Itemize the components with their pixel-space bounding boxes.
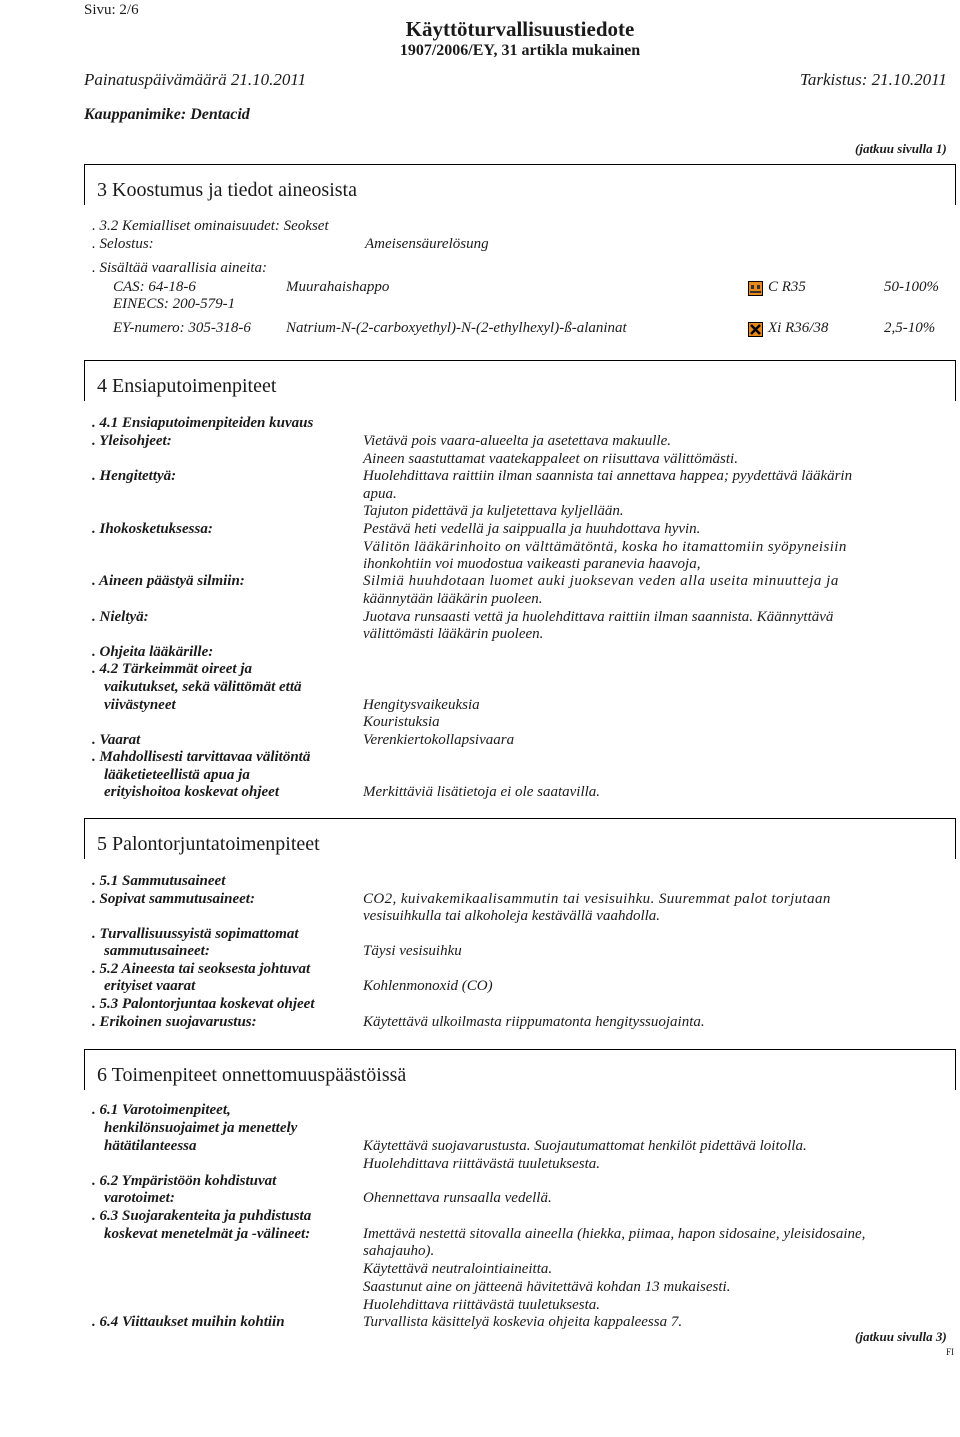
s4-skin-line-1: Pestävä heti vedellä ja saippualla ja huuhdottava hyvin.: [363, 521, 701, 537]
section-6-title: 6 Toimenpiteet onnettomuuspäästöissä: [97, 1064, 407, 1086]
ingredient-1-id2: EINECS: 200-579-1: [113, 296, 236, 312]
document-title: Käyttöturvallisuustiedote: [405, 17, 635, 41]
s52-label-1: . 5.2 Aineesta tai seoksesta johtuvat: [92, 961, 311, 977]
s5-unsuitable-label-2: sammutusaineet:: [104, 943, 210, 959]
s5-subsection: . 5.1 Sammutusaineet: [92, 873, 226, 889]
s5-suitable-label: . Sopivat sammutusaineet:: [92, 891, 255, 907]
s42-label-line-3: viivästyneet: [104, 697, 176, 713]
s62-value: Ohennettava runsaalla vedellä.: [363, 1190, 552, 1206]
s61-label-1: . 6.1 Varotoimenpiteet,: [92, 1102, 231, 1118]
s4-skin-line-2: Välitön lääkärinhoito on välttämätöntä, koska ho itamattomiin syöpyneisiin: [363, 539, 847, 555]
s64-value: Turvallista käsittelyä koskevia ohjeita kappaleessa 7.: [363, 1314, 683, 1330]
corrosive-hazard-icon: [748, 281, 763, 296]
ingredient-1-id: CAS: 64-18-6: [113, 279, 196, 295]
s4-ingestion-label: . Nieltyä:: [92, 609, 149, 625]
s42-value-2: Kouristuksia: [363, 714, 440, 730]
s5-suitable-line-2: vesisuihkulla tai alkoholeja kestävällä vaahdolla.: [363, 908, 661, 924]
s3-hazardous-label: . Sisältää vaarallisia aineita:: [92, 260, 267, 276]
irritant-hazard-icon: [748, 322, 763, 337]
s3-desc-label: . Selostus:: [92, 236, 154, 252]
s5-unsuitable-value: Täysi vesisuihku: [363, 943, 462, 959]
s4-inhalation-line-2: apua.: [363, 486, 397, 502]
ingredient-1-name: Muurahaishappo: [286, 279, 390, 295]
document-subtitle: 1907/2006/EY, 31 artikla mukainen: [399, 42, 641, 59]
s42-label-line-1: . 4.2 Tärkeimmät oireet ja: [92, 661, 252, 677]
s4-subsection: . 4.1 Ensiaputoimenpiteiden kuvaus: [92, 415, 314, 431]
s5-unsuitable-label-1: . Turvallisuussyistä sopimattomat: [92, 926, 299, 942]
s3-desc-value: Ameisensäurelösung: [365, 236, 489, 252]
s4-ingestion-line-2: välittömästi lääkärin puoleen.: [363, 626, 544, 642]
s64-label: . 6.4 Viittaukset muihin kohtiin: [92, 1314, 285, 1330]
s4-general-line-2: Aineen saastuttamat vaatekappaleet on riisuttava välittömästi.: [363, 451, 738, 467]
ingredient-2-conc: 2,5-10%: [884, 320, 936, 336]
print-date: Painatuspäivämäärä 21.10.2011: [84, 70, 307, 89]
s63-line-5: Huolehdittava riittävästä tuuletuksesta.: [363, 1297, 601, 1313]
s4-hazards-label: . Vaarat: [92, 732, 141, 748]
ingredient-2-class: Xi R36/38: [768, 320, 829, 336]
ingredient-2-name: Natrium-N-(2-carboxyethyl)-N-(2-ethylhexyl)-ß-alaninat: [286, 320, 627, 336]
s43-label-line-3: erityishoitoa koskevat ohjeet: [104, 784, 279, 800]
section-5-title: 5 Palontorjuntatoimenpiteet: [97, 833, 320, 855]
s4-general-label: . Yleisohjeet:: [92, 433, 172, 449]
s42-label-line-2: vaikutukset, sekä välittömät että: [104, 679, 302, 695]
s62-label-1: . 6.2 Ympäristöön kohdistuvat: [92, 1173, 277, 1189]
s4-inhalation-line-1: Huolehdittava raittiin ilman saannista tai annettava happea; pyydettävä lääkärin: [363, 468, 853, 484]
s63-label-1: . 6.3 Suojarakenteita ja puhdistusta: [92, 1208, 312, 1224]
s4-skin-line-3: ihonkohtiin voi muodostua vaikeasti paranevia haavoja,: [363, 556, 701, 572]
s63-line-4: Saastunut aine on jätteenä hävitettävä kohdan 13 mukaisesti.: [363, 1279, 731, 1295]
continued-from: (jatkuu sivulla 1): [855, 141, 947, 156]
s61-label-3: hätätilanteessa: [104, 1138, 197, 1154]
trade-name: Kauppanimike: Dentacid: [84, 106, 250, 123]
section-4-title: 4 Ensiaputoimenpiteet: [97, 375, 277, 397]
s4-hazards-value: Verenkiertokollapsivaara: [363, 732, 515, 748]
s4-eyes-line-2: käännytään lääkärin puoleen.: [363, 591, 543, 607]
section-3-title: 3 Koostumus ja tiedot aineosista: [97, 179, 357, 201]
s52-value: Kohlenmonoxid (CO): [363, 978, 493, 994]
s4-inhalation-label: . Hengitettyä:: [92, 468, 177, 484]
section-3-header: [84, 164, 956, 205]
s4-physician-label: . Ohjeita lääkärille:: [92, 644, 214, 660]
s3-subsection: . 3.2 Kemialliset ominaisuudet: Seokset: [92, 218, 329, 234]
revision-date: Tarkistus: 21.10.2011: [800, 70, 947, 89]
s4-inhalation-line-3: Tajuton pidettävä ja kuljetettava kyljellään.: [363, 503, 624, 519]
s4-eyes-label: . Aineen päästyä silmiin:: [92, 573, 245, 589]
s63-line-3: Käytettävä neutralointiaineitta.: [363, 1261, 553, 1277]
s42-value-1: Hengitysvaikeuksia: [363, 697, 480, 713]
s5-suitable-line-1: CO2, kuivakemikaalisammutin tai vesisuihku. Suuremmat palot torjutaan: [363, 891, 831, 907]
ingredient-2-id: EY-numero: 305-318-6: [113, 320, 251, 336]
s4-general-line-1: Vietävä pois vaara-alueelta ja asetettava makuulle.: [363, 433, 671, 449]
s61-label-2: henkilönsuojaimet ja menettely: [104, 1120, 298, 1136]
s53-label: . 5.3 Palontorjuntaa koskevat ohjeet: [92, 996, 315, 1012]
page-number: Sivu: 2/6: [84, 2, 139, 18]
s43-value: Merkittäviä lisätietoja ei ole saatavilla.: [363, 784, 601, 800]
ingredient-1-class: C R35: [768, 279, 806, 295]
section-5-header: [84, 818, 956, 859]
s61-line-1: Käytettävä suojavarustusta. Suojautumattomat henkilöt pidettävä loitolla.: [363, 1138, 807, 1154]
section-4-header: [84, 360, 956, 401]
s62-label-2: varotoimet:: [104, 1190, 175, 1206]
continued-to: (jatkuu sivulla 3): [855, 1329, 947, 1344]
s63-line-2: sahajauho).: [363, 1243, 435, 1259]
s5-ppe-value: Käytettävä ulkoilmasta riippumatonta hengityssuojainta.: [363, 1014, 705, 1030]
ingredient-1-conc: 50-100%: [884, 279, 939, 295]
s63-line-1: Imettävä nestettä sitovalla aineella (hiekka, piimaa, hapon sidosaine, yleisidosaine,: [363, 1226, 866, 1242]
s4-ingestion-line-1: Juotava runsaasti vettä ja huolehdittava raittiin ilman saannista. Käännyttävä: [363, 609, 834, 625]
s43-label-line-2: lääketieteellistä apua ja: [104, 767, 250, 783]
section-6-header: [84, 1049, 956, 1090]
s5-ppe-label: . Erikoinen suojavarustus:: [92, 1014, 257, 1030]
s4-eyes-line-1: Silmiä huuhdotaan luomet auki juoksevan veden alla useita minuutteja ja: [363, 573, 839, 589]
s43-label-line-1: . Mahdollisesti tarvittavaa välitöntä: [92, 749, 311, 765]
s52-label-2: erityiset vaarat: [104, 978, 196, 994]
s61-line-2: Huolehdittava riittävästä tuuletuksesta.: [363, 1156, 601, 1172]
s63-label-2: koskevat menetelmät ja -välineet:: [104, 1226, 311, 1242]
s4-skin-label: . Ihokosketuksessa:: [92, 521, 213, 537]
language-code: FI: [946, 1347, 955, 1357]
